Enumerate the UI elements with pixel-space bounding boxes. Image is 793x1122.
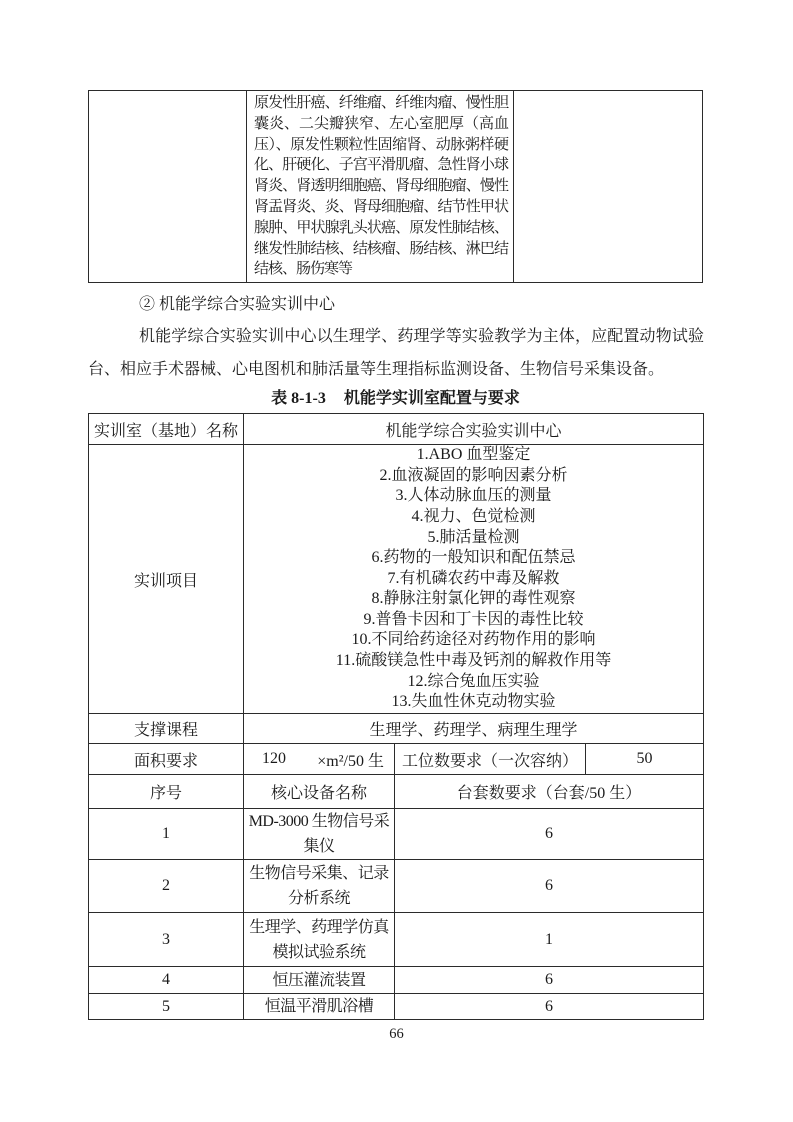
- project-item: 3.人体动脉血压的测量: [395, 487, 552, 505]
- project-item: 11.硫酸镁急性中毒及钙剂的解救作用等: [335, 652, 612, 670]
- table-caption: [88, 385, 703, 408]
- workstation-value-cell: 50: [586, 744, 704, 775]
- table-row: [89, 744, 704, 775]
- equipment-qty: 6: [395, 994, 704, 1020]
- project-item: 5.肺活量检测: [427, 528, 520, 546]
- training-projects-label-cell: 实训项目: [89, 445, 244, 714]
- continued-table-specimen-list-cell: 原发性肝癌、纤维瘤、纤维肉瘤、慢性胆囊炎、二尖瓣狭窄、左心室肥厚（高血压）、原发性颗粒性固缩肾、动脉粥样硬化、肝硬化、子宫平滑肌瘤、急性肾小球肾炎、肾透明细胞癌、肾母细胞瘤、慢性肾盂肾炎、炎、肾母细胞瘤、结节性甲状腺肿、甲状腺乳头状癌、原发性肺结核、继发性肺结核、结核瘤、肠结核、淋巴结结核、肠伤寒等: [247, 91, 514, 283]
- room-name-value-cell: 机能学综合实验实训中心: [244, 414, 704, 445]
- equipment-qty: 6: [395, 809, 704, 860]
- continued-table-right-cell: [514, 91, 703, 283]
- project-item: 9.普鲁卡因和丁卡因的毒性比较: [363, 610, 584, 628]
- room-name-label-cell: 实训室（基地）名称: [89, 414, 244, 445]
- config-table: [88, 413, 704, 1020]
- continued-specimen-table: [88, 90, 703, 283]
- continued-table-left-cell: [89, 91, 247, 283]
- equipment-name: 生物信号采集、记录分析系统: [244, 860, 395, 913]
- equipment-qty: 6: [395, 860, 704, 913]
- supporting-courses-value-cell: 生理学、药理学、病理生理学: [244, 714, 704, 744]
- equipment-row: [89, 967, 704, 994]
- training-projects-list-cell: [244, 445, 704, 714]
- equipment-name: 恒压灌流装置: [244, 967, 395, 994]
- table-row: [89, 91, 703, 283]
- section-heading: ② 机能学综合实验实训中心: [139, 296, 336, 313]
- project-item: 2.血液凝固的影响因素分析: [379, 466, 568, 484]
- project-item: 12.综合兔血压实验: [407, 672, 540, 690]
- project-item: 13.失血性休克动物实验: [391, 693, 556, 711]
- header-qty-cell: 台套数要求（台套/50 生）: [395, 775, 704, 809]
- project-item: 8.静脉注射氯化钾的毒性观察: [371, 590, 576, 608]
- equipment-qty: 1: [395, 913, 704, 967]
- table-row: [89, 714, 704, 744]
- equipment-row: [89, 860, 704, 913]
- project-item: 10.不同给药途径对药物作用的影响: [351, 631, 596, 649]
- header-no-cell: 序号: [89, 775, 244, 809]
- table-caption-number: 表 8-1-3: [271, 390, 326, 407]
- equipment-name: 恒温平滑肌浴槽: [244, 994, 395, 1020]
- equipment-no: 4: [89, 967, 244, 994]
- equipment-row: [89, 809, 704, 860]
- area-value-cell: [244, 744, 395, 775]
- table-row: [89, 414, 704, 445]
- workstation-label-cell: 工位数要求（一次容纳）: [395, 744, 586, 775]
- equipment-qty: 6: [395, 967, 704, 994]
- equipment-no: 3: [89, 913, 244, 967]
- table-header-row: [89, 775, 704, 809]
- equipment-name: 生理学、药理学仿真模拟试验系统: [244, 913, 395, 967]
- equipment-row: [89, 913, 704, 967]
- project-item: 1.ABO 血型鉴定: [416, 446, 531, 464]
- table-row: [89, 445, 704, 714]
- equipment-row: [89, 994, 704, 1020]
- page-number: 66: [389, 1026, 404, 1042]
- table-caption-title: 机能学实训室配置与要求: [343, 390, 520, 407]
- equipment-no: 5: [89, 994, 244, 1020]
- project-item: 4.视力、色觉检测: [411, 507, 536, 525]
- equipment-name: MD-3000 生物信号采集仪: [244, 809, 395, 860]
- header-equipment-cell: 核心设备名称: [244, 775, 395, 809]
- equipment-no: 1: [89, 809, 244, 860]
- area-unit: ×m²/50 生: [317, 752, 384, 770]
- area-number: 120: [262, 750, 286, 767]
- equipment-no: 2: [89, 860, 244, 913]
- area-label-cell: 面积要求: [89, 744, 244, 775]
- project-item: 7.有机磷农药中毒及解救: [387, 569, 560, 587]
- project-item: 6.药物的一般知识和配伍禁忌: [371, 549, 576, 567]
- section-paragraph: 机能学综合实验实训中心以生理学、药理学等实验教学为主体，应配置动物试验台、相应手术器械、心电图机和肺活量等生理指标监测设备、生物信号采集设备。: [88, 328, 704, 378]
- supporting-courses-label-cell: 支撑课程: [89, 714, 244, 744]
